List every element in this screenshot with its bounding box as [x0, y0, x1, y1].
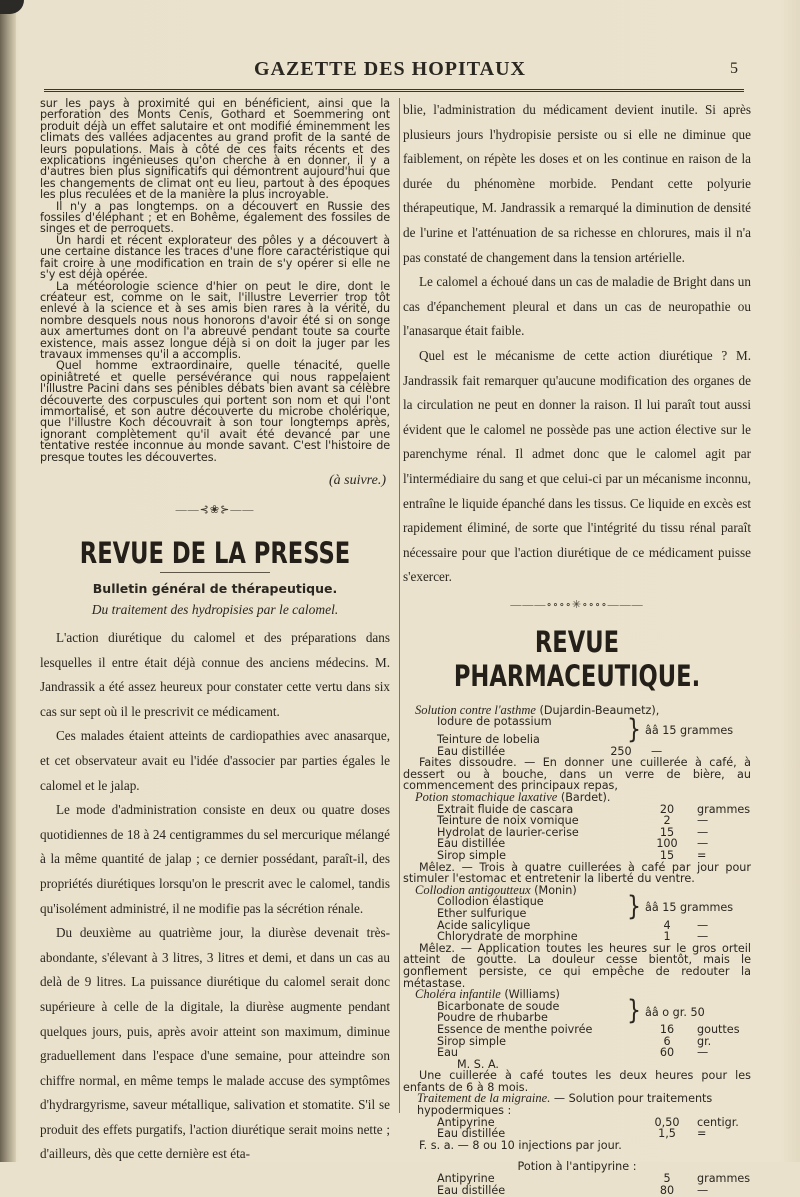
- paragraph: Il n'y a pas longtemps. on a découvert en Russie des fossiles d'éléphant ; et en Bohême, également des fossiles de singes et de perroquets.: [40, 199, 390, 236]
- prescription-note: Faites dissoudre. — En donner une cuillerée à café, à dessert ou à bouche, dans un verre de bière, au commencement des principaux repas,: [403, 756, 751, 793]
- ingredient-unit: —: [697, 930, 709, 944]
- prescription-title: Solution contre l'asthme: [415, 702, 536, 717]
- ingredient-unit: =: [697, 1127, 707, 1141]
- ingredient-name: Ether sulfurique: [437, 906, 527, 920]
- prescription-asthme: [403, 702, 751, 1197]
- paragraph: L'action diurétique du calomel et des préparations dans lesquelles il entre était déjà connue des anciens médecins. M. Jandrassik a été assez heureux pour constater cette vertu dans six cas sur sept où il le prescrivit ce médicament.: [40, 630, 390, 719]
- ornament-divider: ———∘∘∘∘✳∘∘∘∘———: [510, 598, 644, 611]
- ingredient-unit: =: [697, 849, 707, 862]
- ingredient-quantity: ââ o gr. 50: [645, 1005, 705, 1019]
- ingredient-name: Poudre de rhubarbe: [437, 1011, 548, 1025]
- paragraph: blie, l'administration du médicament devient inutile. Si après plusieurs jours l'hydropisie persiste ou si elle ne diminue que faiblement, on répète les doses et on les continue en raison de la durée du phénomène morbide. Pendant cette polyurie thérapeutique, M. Jandrassik a remarqué la diminution de densité de l'urine et l'atténuation de sa richesse en chlorures, mais il n'a pas constaté de changement dans la tension artérielle.: [403, 102, 751, 265]
- ingredient-quantity: 80: [659, 1183, 675, 1197]
- section-rule: [160, 572, 270, 573]
- paragraph: Du deuxième au quatrième jour, la diurèse devenait très-abondante, s'élevant à 3 litres, 3 litres et demi, et dans un cas au delà de 9 litres. La puissance diurétique du calomel serait donc supérieure à celle de la digitale, la diurèse augmente pendant quelques jours, puis, après avoir atteint son maximum, diminue graduellement dans l'espace d'une semaine, pour atteindre son chiffre normal, en même temps le malade accuse des symptômes d'hydrargyrisme, saveur métallique, salivation et stomatite. S'il se produit des effets purgatifs, l'action diurétique serait moins nette ; d'ailleurs, dès que cette dernière est éta-: [40, 925, 390, 1162]
- ingredient-unit: gr.: [697, 1034, 712, 1048]
- ingredient-quantity: 20: [659, 802, 675, 816]
- prescription-author: (Bardet).: [557, 791, 611, 805]
- ingredient-unit: grammes: [697, 802, 751, 816]
- ingredient-name: Sirop simple: [437, 849, 506, 862]
- paragraph: Un hardi et récent explorateur des pôles y a découvert à une certaine distance les traces d'une flore caractéristique qui fait croire à une modification en train de s'y opérer si elle ne s'y est déjà opérée.: [40, 233, 390, 282]
- brace-glyph: }: [627, 715, 641, 746]
- paragraph: Le mode d'administration consiste en deux ou quatre doses quotidiennes de 18 à 24 centigrammes du sel mercurique mélangé à la même quantité de jalap ; ce dernier possédant, paraît-il, des propriétés diurétiques lorsqu'on le prescrit avec le calomel, tandis qu'isolément administré, il ne modifie pas la sécrétion rénale.: [40, 802, 390, 916]
- ingredient-quantity: 2: [663, 814, 671, 828]
- ingredient-name: Chlorydrate de morphine: [437, 930, 578, 944]
- page-binding-edge: [0, 0, 16, 1162]
- ingredient-unit: —: [651, 744, 663, 758]
- prescription-author: (Dujardin-Beaumetz),: [535, 703, 660, 717]
- ingredient-quantity: 4: [663, 918, 671, 932]
- prescription-author: (Monin): [530, 883, 577, 897]
- page-number: 5: [730, 60, 738, 77]
- column-divider: [399, 98, 400, 1113]
- prescription-subtitle: — Solution pour traitements hypodermiques :: [417, 1092, 713, 1118]
- journal-title: GAZETTE DES HOPITAUX: [254, 58, 526, 80]
- prescription-note: Mêlez. — Trois à quatre cuillerées à café par jour pour stimuler l'estomac et entretenir la liberté du ventre.: [403, 860, 751, 886]
- bulletin-title: Bulletin général de thérapeutique.: [92, 581, 338, 596]
- ingredient-quantity: 60: [659, 1046, 675, 1060]
- to-be-continued: (à suivre.): [328, 473, 386, 488]
- ingredient-unit: centigr.: [697, 1115, 739, 1129]
- ornament-divider: ——⊰❀⊱——: [175, 504, 255, 516]
- ingredient-name: Acide salicylique: [437, 918, 531, 932]
- prescription-title: Choléra infantile: [415, 987, 501, 1002]
- ingredient-unit: —: [697, 918, 709, 932]
- article-subheading: Du traitement des hydropisies par le calomel.: [91, 602, 339, 617]
- ingredient-name: Sirop simple: [437, 1034, 506, 1048]
- ingredient-name: Bicarbonate de soude: [437, 999, 560, 1013]
- section-title-revue-presse: REVUE DE LA PRESSE: [79, 536, 351, 570]
- ingredient-unit: —: [697, 1183, 709, 1197]
- ingredient-name: Hydrolat de laurier-cerise: [437, 825, 579, 839]
- ingredient-name: Collodion élastique: [437, 895, 544, 909]
- ingredient-name: Eau distillée: [437, 1127, 506, 1141]
- right-column: [403, 98, 751, 1196]
- ingredient-quantity: 250: [610, 744, 632, 758]
- brace-glyph: }: [627, 892, 641, 923]
- paragraph: La météorologie science d'hier on peut le dire, dont le créateur est, comme on le sait, l'illustre Leverrier trop tôt enlevé à la science et à ses amis bien rares à la vérité, du nombre desquels nous nous honorons d'avoir été si on songe aux amertumes dont on l'a abreuvé pendant toute sa courte existence, mais assez longue déjà si on doit la juger par les travaux immenses qu'il a accomplis.: [40, 279, 390, 361]
- prescription-title: Collodion antigoutteux: [415, 882, 531, 897]
- brace-glyph: }: [627, 996, 641, 1027]
- section-title-revue-pharmaceutique: REVUE PHARMACEUTIQUE.: [453, 624, 701, 693]
- ingredient-name: Eau distillée: [437, 837, 506, 851]
- prescription-title: Traitement de la migraine.: [417, 1091, 551, 1106]
- ingredient-quantity: 0,50: [654, 1115, 680, 1129]
- ingredient-unit: —: [697, 814, 709, 828]
- ingredient-name: Eau: [437, 1046, 459, 1060]
- ingredient-name: Eau distillée: [437, 744, 506, 758]
- ingredient-name: Essence de menthe poivrée: [437, 1022, 593, 1036]
- prescription-note: F. s. a. — 8 ou 10 injections par jour.: [419, 1138, 622, 1152]
- left-column: [40, 98, 390, 1167]
- prescription-title: Potion stomachique laxative: [415, 790, 558, 805]
- ingredient-quantity: 15: [659, 825, 675, 839]
- paragraph: Ces malades étaient atteints de cardiopathies avec anasarque, et cet observateur avait eu l'idée d'associer par parties égales le calomel et le jalap.: [40, 728, 390, 793]
- ingredient-name: Eau distillée: [437, 1183, 506, 1197]
- ingredient-quantity: ââ 15 grammes: [645, 724, 734, 738]
- ingredient-name: Teinture de lobelia: [437, 733, 540, 747]
- page-header: [40, 58, 740, 88]
- ingredient-quantity: 5: [663, 1172, 671, 1186]
- prescription-author: (Williams): [500, 988, 560, 1002]
- ingredient-unit: —: [697, 837, 709, 851]
- ingredient-name: Teinture de noix vomique: [437, 814, 579, 828]
- ingredient-quantity: 1: [663, 930, 671, 944]
- ingredient-unit: gouttes: [697, 1022, 740, 1036]
- ingredient-name: Extrait fluide de cascara: [437, 802, 574, 816]
- prescription-note: Mêlez. — Application toutes les heures sur le gros orteil atteint de goutte. La douleur cesse bientôt, mais le gonflement persiste, ce qui empêche de redouter la métastase.: [403, 941, 751, 990]
- ingredient-quantity: 15: [659, 849, 675, 862]
- paragraph: Quel homme extraordinaire, quelle ténacité, quelle opiniâtreté et quelle persévérance qui nous rappelaient l'illustre Pacini dans ses pénibles débats bien avant sa célèbre découverte des corpuscules qui portent son nom et qui l'ont immortalisé, et son autre découverte du microbe cholérique, que l'illustre Koch découvrait à son tour longtemps après, ignorant complètement qu'il avait été devancé par une tentative restée inconnue au monde savant. C'est l'histoire de presque toutes les découvertes.: [40, 359, 390, 464]
- ingredient-quantity: 16: [659, 1022, 675, 1036]
- ingredient-quantity: 6: [663, 1034, 671, 1048]
- ingredient-quantity: 100: [656, 837, 678, 851]
- prescription-instruction: M. S. A.: [457, 1057, 499, 1071]
- ingredient-quantity: 1,5: [658, 1127, 676, 1141]
- header-rule: [44, 89, 744, 92]
- corner-ink-mark: [0, 0, 24, 14]
- ingredient-unit: —: [697, 825, 709, 839]
- ingredient-name: Antipyrine: [437, 1115, 495, 1129]
- prescription-note: Une cuillerée à café toutes les deux heures pour les enfants de 6 à 8 mois.: [403, 1069, 751, 1094]
- ingredient-name: Iodure de potassium: [437, 715, 552, 729]
- ingredient-quantity: ââ 15 grammes: [645, 901, 734, 915]
- ingredient-unit: grammes: [697, 1172, 751, 1186]
- paragraph: Le calomel a échoué dans un cas de maladie de Bright dans un cas d'épanchement pleural et dans un cas de neuropathie ou l'anasarque était faible.: [403, 274, 751, 339]
- prescription-title: Potion à l'antipyrine :: [517, 1160, 637, 1174]
- paragraph: Quel est le mécanisme de cette action diurétique ? M. Jandrassik fait remarquer qu'aucune modification des organes de la circulation ne peut en donner la raison. Il lui paraît tout aussi évident que le calomel ne possède pas une action élective sur le parenchyme rénal. Il admet donc que le calomel agit par l'intermédiaire du sang et que celui-ci par un mécanisme inconnu, entraîne le liquide épanché dans les tissus. Ce liquide en excès est rapidement éliminé, de sorte que l'intégrité du tissu rénal paraît nécessaire pour que l'action diurétique de ce médicament puisse s'exercer.: [403, 347, 751, 585]
- ingredient-unit: —: [697, 1046, 709, 1060]
- paragraph: sur les pays à proximité qui en bénéficient, ainsi que la perforation des Monts Cenis, Gothard et Soemmering ont produit déjà un effet salutaire et ont modifié éminemment les climats des vallées adjacentes au grand profit de la santé de leurs populations. Mais à côté de ces faits récents et des explications ingénieuses qu'on cherche à en donner, il y a d'autres bien plus significatifs qui démontrent aujourd'hui que les changements de climat ont eu lieu, partout à des époques les plus reculées et de la manière la plus incroyable.: [40, 97, 390, 202]
- ingredient-name: Antipyrine: [437, 1172, 495, 1186]
